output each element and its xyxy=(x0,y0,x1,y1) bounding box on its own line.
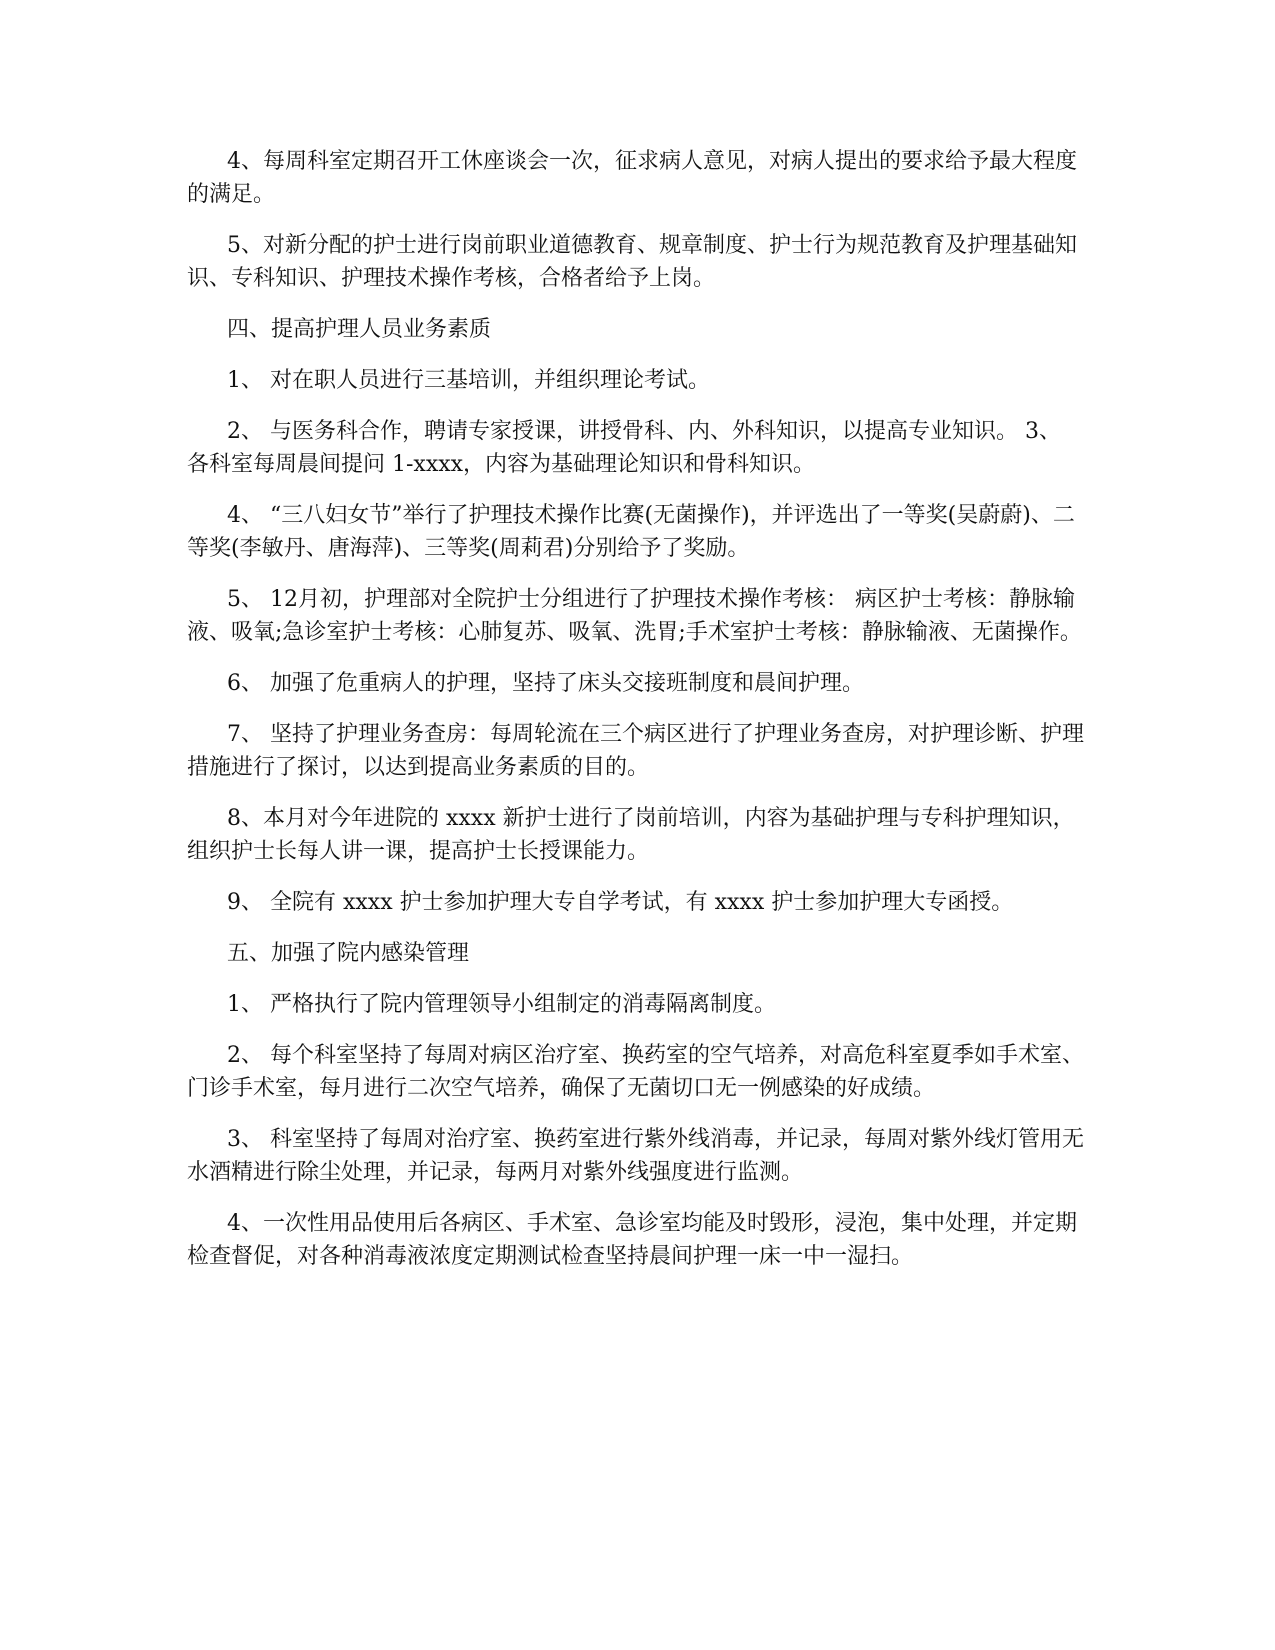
paragraph-item-5-new-nurse-training: 5、对新分配的护士进行岗前职业道德教育、规章制度、护士行为规范教育及护理基础知识、专科知识、护理技术操作考核，合格者给予上岗。 xyxy=(187,233,1077,291)
paragraph-item-4-disposables: 4、一次性用品使用后各病区、手术室、急诊室均能及时毁形，浸泡，集中处理，并定期检查督促，对各种消毒液浓度定期测试检查坚持晨间护理一床一中一湿扫。 xyxy=(187,1211,1077,1269)
paragraph-item-9-exams: 9、 全院有 xxxx 护士参加护理大专自学考试，有 xxxx 护士参加护理大专函授。 xyxy=(227,890,1014,915)
paragraph-item-6-critical-care: 6、 加强了危重病人的护理，坚持了床头交接班制度和晨间护理。 xyxy=(227,671,864,696)
paragraph-item-4-competition: 4、 “三八妇女节”举行了护理技术操作比赛(无菌操作)，并评选出了一等奖(吴蔚蔚)、二等奖(李敏丹、唐海萍)、三等奖(周莉君)分别给予了奖励。 xyxy=(187,503,1075,561)
paragraph-item-1-basic-training: 1、 对在职人员进行三基培训，并组织理论考试。 xyxy=(227,368,710,393)
section-heading-four: 四、提高护理人员业务素质 xyxy=(227,317,492,342)
paragraph-item-4-feedback: 4、每周科室定期召开工休座谈会一次，征求病人意见，对病人提出的要求给予最大程度的满足。 xyxy=(187,149,1077,207)
paragraph-item-5-assessment: 5、 12月初，护理部对全院护士分组进行了护理技术操作考核： 病区护士考核：静脉输液、吸氧;急诊室护士考核：心肺复苏、吸氧、洗胃;手术室护士考核：静脉输液、无菌操作。 xyxy=(187,587,1082,645)
paragraph-item-2-3-lectures: 2、 与医务科合作，聘请专家授课，讲授骨科、内、外科知识，以提高专业知识。 3、 各科室每周晨间提问 1-xxxx，内容为基础理论知识和骨科知识。 xyxy=(187,419,1068,477)
document-body xyxy=(187,145,1087,1291)
paragraph-item-3-uv-disinfection: 3、 科室坚持了每周对治疗室、换药室进行紫外线消毒，并记录，每周对紫外线灯管用无水酒精进行除尘处理，并记录，每两月对紫外线强度进行监测。 xyxy=(187,1127,1084,1185)
section-heading-five: 五、加强了院内感染管理 xyxy=(227,941,470,966)
paragraph-item-1-disinfection: 1、 严格执行了院内管理领导小组制定的消毒隔离制度。 xyxy=(227,992,776,1017)
paragraph-item-2-air-culture: 2、 每个科室坚持了每周对病区治疗室、换药室的空气培养，对高危科室夏季如手术室、门诊手术室，每月进行二次空气培养，确保了无菌切口无一例感染的好成绩。 xyxy=(187,1043,1084,1101)
paragraph-item-7-ward-rounds: 7、 坚持了护理业务查房：每周轮流在三个病区进行了护理业务查房，对护理诊断、护理措施进行了探讨，以达到提高业务素质的目的。 xyxy=(187,722,1084,780)
paragraph-item-8-induction: 8、本月对今年进院的 xxxx 新护士进行了岗前培训，内容为基础护理与专科护理知识，组织护士长每人讲一课，提高护士长授课能力。 xyxy=(187,806,1075,864)
